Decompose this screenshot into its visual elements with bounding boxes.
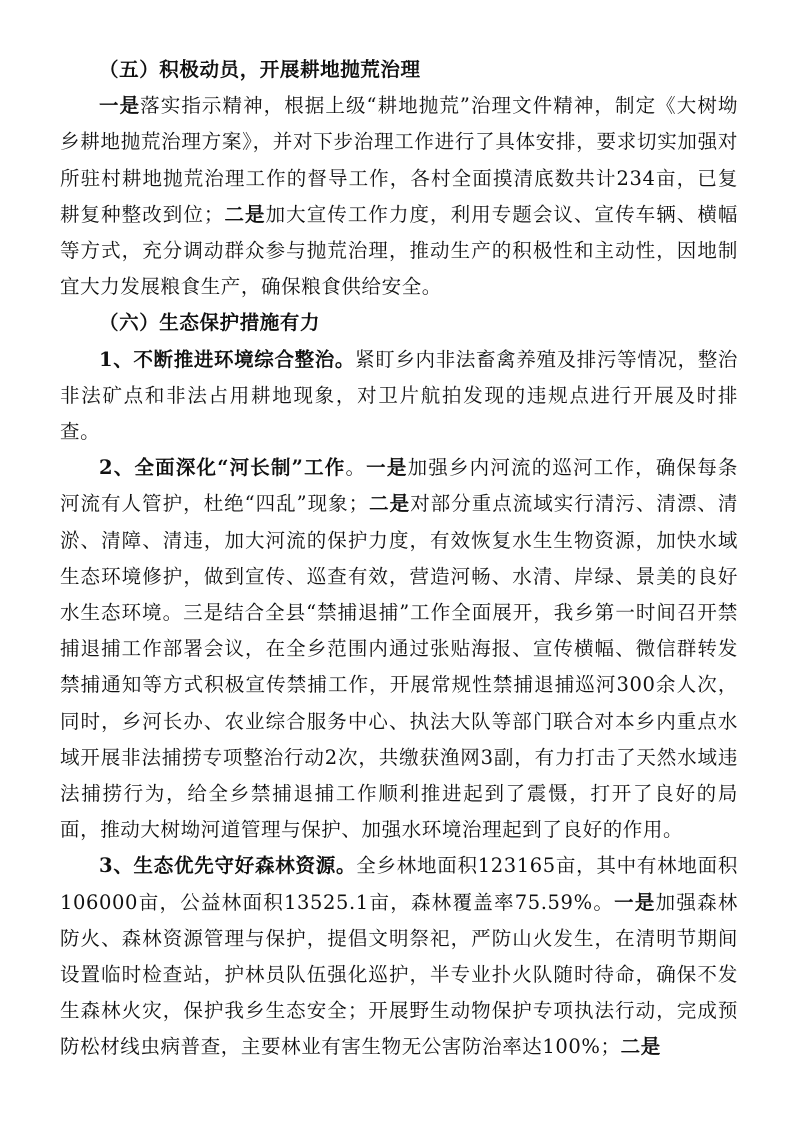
- item-title: 1、不断推进环境综合整治。: [99, 347, 356, 371]
- paragraph-text: 落实指示精神，根据上级“耕地抛荒”治理文件精神，制定《大树坳乡耕地抛荒治理方案》，并对下步治理工作进行了具体安排，要求切实加强对所驻村耕地抛荒治理工作的督导工作，各村全面摸清底数共计234亩，已复耕复种整改到位；: [60, 94, 738, 226]
- lead-er-shi: 二是: [620, 1035, 661, 1059]
- paragraph-forest: [60, 848, 738, 1065]
- section-heading-6: （六）生态保护措施有力: [99, 311, 321, 335]
- paragraph-farmland: [60, 88, 738, 305]
- paragraph-text: 加强乡内河流的巡河工作，确保每条河流有人管护，杜绝“四乱”现象；: [60, 456, 739, 516]
- paragraph-river-chief: [60, 450, 738, 848]
- paragraph-text: 紧盯乡内非法畜禽养殖及排污等情况，整治非法矿点和非法占用耕地现象，对卫片航拍发现的违规点进行开展及时排查。: [60, 347, 738, 444]
- paragraph-text: 对部分重点流域实行清污、清漂、清淤、清障、清违，加大河流的保护力度，有效恢复水生生物资源，加快水域生态环境修护，做到宣传、巡查有效，营造河畅、水清、岸绿、景美的良好水生态环境。三是结合全县“禁捕退捕”工作全面展开，我乡第一时间召开禁捕退捕工作部署会议，在全乡范围内通过张贴海报、宣传横幅、微信群转发禁捕通知等方式积极宣传禁捕工作，开展常规性禁捕退捕巡河300余人次，同时，乡河长办、农业综合服务中心、执法大队等部门联合对本乡内重点水域开展非法捕捞专项整治行动2次，共缴获渔网3副，有力打击了天然水域违法捕捞行为，给全乡禁捕退捕工作顺利推进起到了震慑，打开了良好的局面，推动大树坳河道管理与保护、加强水环境治理起到了良好的作用。: [60, 492, 739, 842]
- item-title: 3、生态优先守好森林资源。: [99, 854, 357, 878]
- document-body: [60, 52, 738, 1066]
- lead-yi-shi: 一是: [99, 94, 141, 118]
- lead-yi-shi: 一是: [366, 456, 408, 480]
- paragraph-text: 全乡林地面积123165亩，其中有林地面积106000亩，公益林面积13525.1亩，森林覆盖率75.59%。: [60, 854, 738, 914]
- paragraph-text: 。: [345, 456, 367, 480]
- lead-er-shi: 二是: [224, 202, 266, 226]
- paragraph-text: 加大宣传工作力度，利用专题会议、宣传车辆、横幅等方式，充分调动群众参与抛荒治理，推动生产的积极性和主动性，因地制宜大力发展粮食生产，确保粮食供给安全。: [60, 202, 738, 299]
- paragraph-environment: [60, 342, 738, 451]
- lead-yi-shi: 一是: [614, 890, 656, 914]
- paragraph-text: 加强森林防火、森林资源管理与保护，提倡文明祭祀，严防山火发生，在清明节期间设置临时检查站，护林员队伍强化巡护，半专业扑火队随时待命，确保不发生森林火灾，保护我乡生态安全；开展野生动物保护专项执法行动，完成预防松材线虫病普查，主要林业有害生物无公害防治率达100%；: [60, 890, 738, 1059]
- section-heading-5: （五）积极动员，开展耕地抛荒治理: [99, 58, 421, 81]
- item-title: 2、全面深化“河长制”工作: [99, 456, 346, 480]
- lead-er-shi: 二是: [368, 492, 411, 516]
